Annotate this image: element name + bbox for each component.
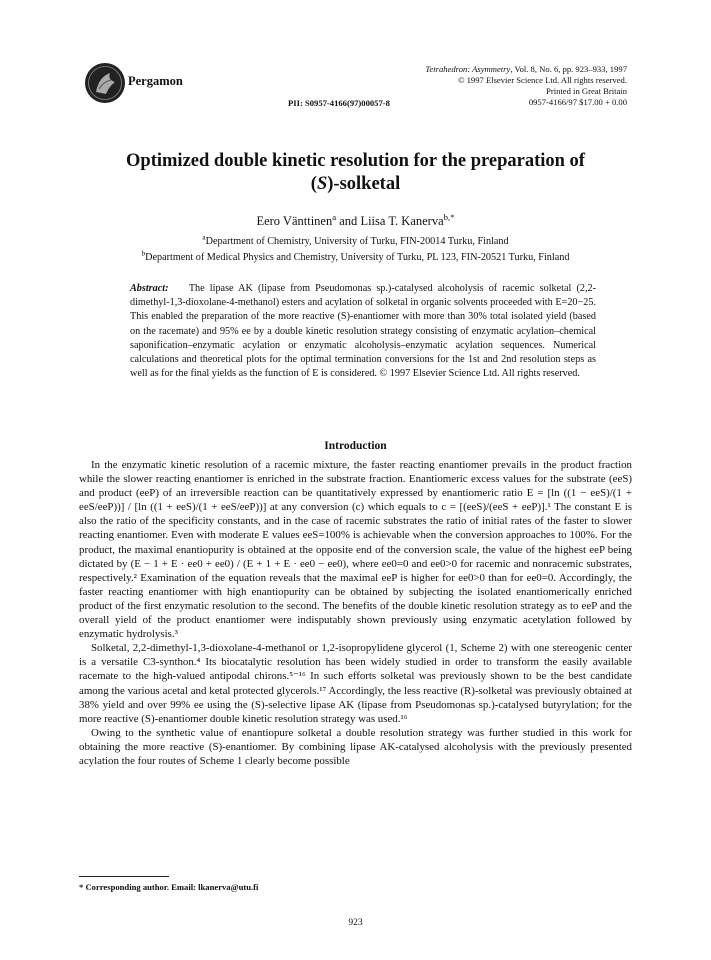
title-line-2: (S)-solketal <box>310 174 401 194</box>
abstract-label: Abstract: <box>130 283 169 294</box>
author-2: Liisa T. Kanerva <box>360 214 444 228</box>
paragraph: In the enzymatic kinetic resolution of a racemic mixture, the faster reacting enantiomer prevails in the product fraction while the slower reacting enantiomer is enriched in the substrate fraction. Enantiomeric excess values for the substrate (eeS) and product (eeP) of an irreversible reaction can be quantitatively expressed by enantiomeric ratio E = [ln ((1 − eeS)/(1 + eeS/eeP))] / [ln ((1 + eeS)/(1 + eeS/eeP))] at any conversion (c) which equals to c = [(eeS)/(eeS + eeP)].¹ The constant E is also the ratio of the specificity constants, and in the case of racemic substrates the ratio of initial rates of the faster to slower reacting enantiomer. Even with moderate E values eeS=100% is achievable when the conversion approaches to 100%. For the product, the maximal enantiopurity is obtained at the opposite end of the conversion scale, the value of the highest eeP being dictated by (E − 1 + E · ee0 + ee0) / (E + 1 + E · ee0 − ee0), where ee0=0 and ee0>0 for racemic and nonracemic substrates, respectively.² Examination of the equation reveals that the maximal eeP is higher for ee0>0 than for ee0=0. Accordingly, the faster reacting enantiomer with high enantiopurity can be obtained by subjecting the isolated enantiomerically enriched product of the first enzymatic resolution to the second. The benefits of the double kinetic resolution strategy as to eeP and the overall yield of the product enantiomer were indisputably shown previously using enzymatic acetylation followed by enzymatic hydrolysis.³ <box>79 459 632 641</box>
body-text <box>79 458 632 768</box>
journal-volume: , Vol. 8, No. 6, pp. 923–933, 1997 <box>510 64 627 74</box>
author-list: Eero Vänttinen$^a$ and Liisa T. Kanerva$^{b,*}$ <box>256 211 455 228</box>
paragraph: Owing to the synthetic value of enantiopure solketal a double resolution strategy was further studied in this work for obtaining the more reactive (S)-enantiomer. By combining lipase AK-catalysed alcoholysis with the previously presented acylation the four routes of Scheme 1 clearly become possible <box>79 726 632 767</box>
journal-name: Tetrahedron: Asymmetry <box>425 64 511 74</box>
abstract-text: The lipase AK (lipase from Pseudomonas sp.)-catalysed alcoholysis of racemic solketal (2,2-dimethyl-1,3-dioxolane-4-methanol) esters and acylation of solketal in organic solvents proceeded with E=20−25. This enabled the preparation of the more reactive (S)-enantiomer with more than 30% total isolated yield (based on the racemate) and 95% ee by a double kinetic resolution strategy consisting of enzymatic acylation–chemical saponification–enzymatic acylation or enzymatic alcoholysis–enzymatic acylation sequences. Numerical calculations and theoretical plots for the optimal termination conversions for the 1st and 2nd resolution steps as well as for the final yields as the function of E is considered. © 1997 Elsevier Science Ltd. All rights reserved. <box>130 283 596 380</box>
copyright-line: © 1997 Elsevier Science Ltd. All rights reserved. <box>457 75 627 85</box>
title-line-1: Optimized double kinetic resolution for the preparation of <box>126 151 585 171</box>
footnote: * Corresponding author. Email: lkanerva@utu.fi <box>79 882 259 892</box>
abstract <box>130 282 596 381</box>
author-1: Eero Vänttinen <box>256 214 333 228</box>
pergamon-logo-icon <box>84 62 126 104</box>
page-number: 923 <box>348 918 363 928</box>
section-heading: Introduction <box>324 440 387 452</box>
issn-line: 0957-4166/97 $17.00 + 0.00 <box>528 97 627 107</box>
paragraph: Solketal, 2,2-dimethyl-1,3-dioxolane-4-methanol or 1,2-isopropylidene glycerol (1, Scheme 2) with one stereogenic center is a versatile C3-synthon.⁴ Its biocatalytic resolution has been widely studied in order to transform the easily available racemate to the high-valued antipodal chirons.⁵⁻¹⁶ In such efforts solketal was previously shown to be the best candidate among the various acetal and ketal protected glycerols.¹⁷ Accordingly, the less reactive (R)-solketal was previously obtained at 38% yield and over 99% ee using the (S)-selective lipase AK (lipase from Pseudomonas sp.)-catalysed butyrylation; for the more reactive (S)-enantiomer double kinetic resolution strategy was used.¹⁶ <box>79 642 632 725</box>
paper-title <box>60 150 651 196</box>
publisher-name: Pergamon <box>128 74 183 88</box>
printed-line: Printed in Great Britain <box>546 86 627 96</box>
affiliation-b: $^b$Department of Medical Physics and Chemistry, University of Turku, PL 123, FIN-20521 Turku, Finland <box>141 249 570 263</box>
pii-code: PII: S0957-4166(97)00057-8 <box>288 98 390 108</box>
journal-info <box>425 64 627 108</box>
footnote-rule <box>79 876 169 877</box>
affiliation-a: $^a$Department of Chemistry, University of Turku, FIN-20014 Turku, Finland <box>202 233 509 247</box>
